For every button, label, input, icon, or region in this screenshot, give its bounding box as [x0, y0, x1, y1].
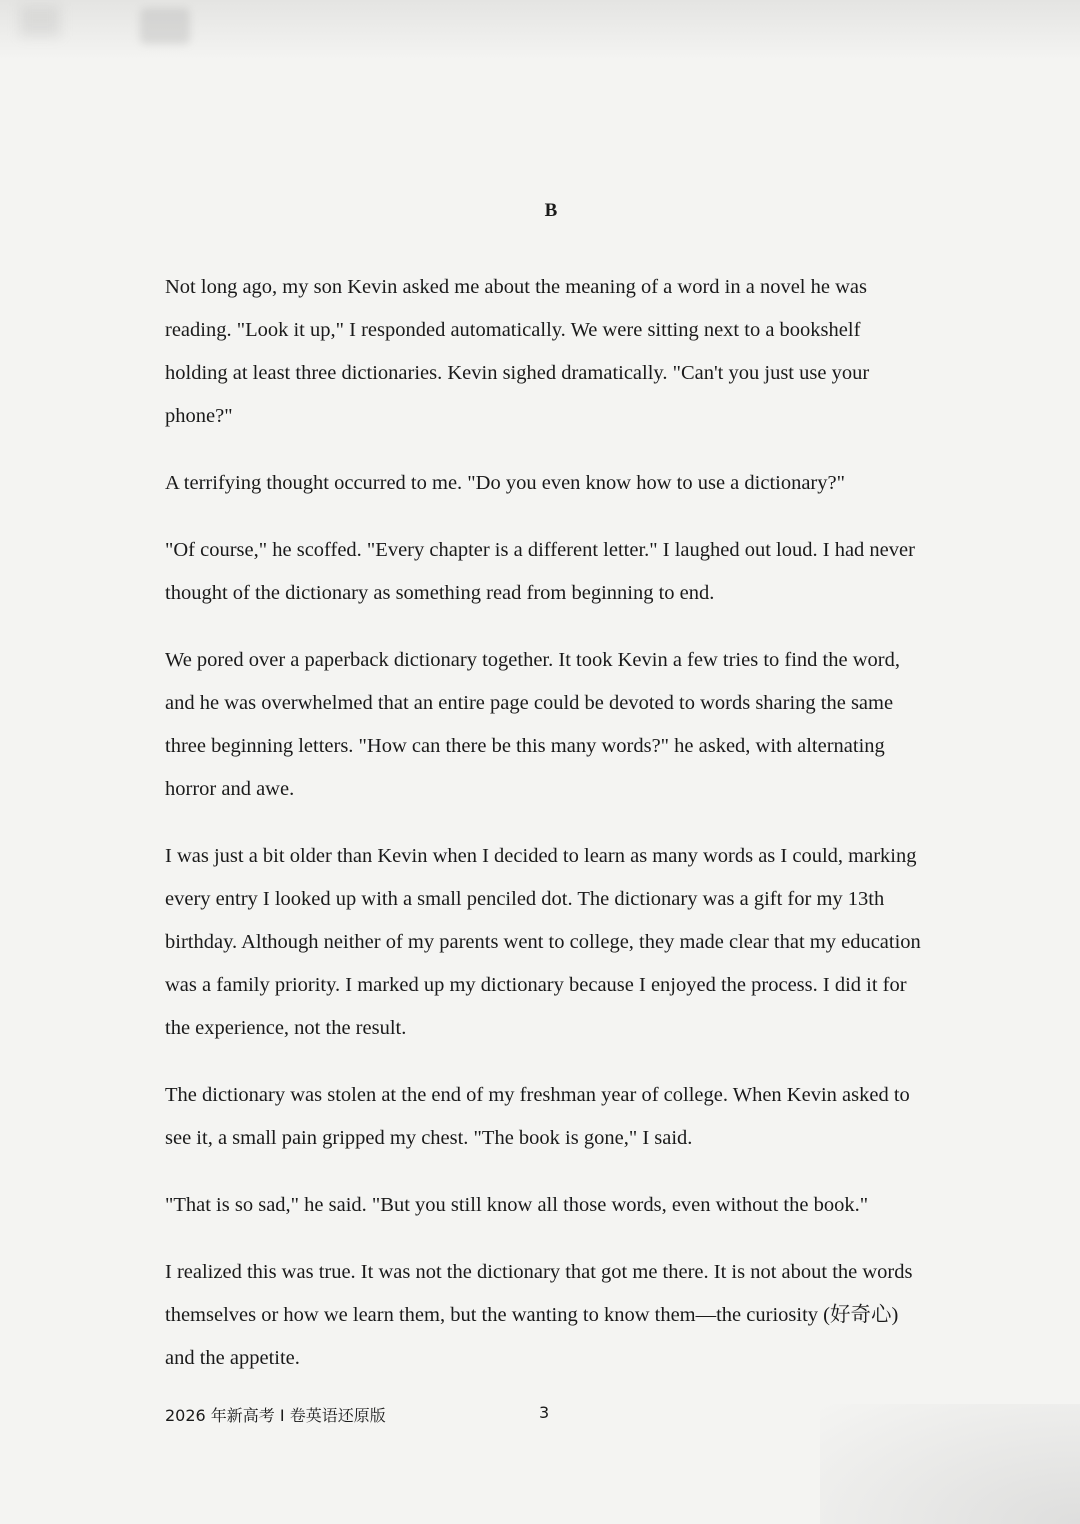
paragraph-5: I was just a bit older than Kevin when I decided to learn as many words as I could, marking every entry I looked up with a small penciled dot. The dictionary was a gift for my 13th birthday. Although neither of my parents went to college, they made clear that my education was a family priority. I marked up my dictionary because I enjoyed the process. I did it for the experience, not the result.	[165, 845, 921, 1039]
section-heading: B	[544, 200, 558, 221]
paragraph-4: We pored over a paperback dictionary together. It took Kevin a few tries to find the word, and he was overwhelmed that an entire page could be devoted to words sharing the same three beginning letters. "How can there be this many words?" he asked, with alternating horror and awe.	[165, 649, 900, 800]
scan-smudge-corner	[20, 6, 60, 36]
scan-shadow-bottom	[820, 1404, 1080, 1524]
page-number: 3	[539, 1403, 550, 1422]
paragraph-6: The dictionary was stolen at the end of my freshman year of college. When Kevin asked to see it, a small pain gripped my chest. "The book is gone," I said.	[165, 1084, 910, 1149]
paragraph-1: Not long ago, my son Kevin asked me about the meaning of a word in a novel he was reading. "Look it up," I responded automatically. We were sitting next to a bookshelf holding at least three dictionaries. Kevin sighed dramatically. "Can't you just use your phone?"	[165, 276, 870, 427]
reading-passage	[165, 200, 927, 1404]
paragraph-3: "Of course," he scoffed. "Every chapter is a different letter." I laughed out loud. I had never thought of the dictionary as something read from beginning to end.	[165, 539, 915, 604]
paragraph-7: "That is so sad," he said. "But you still know all those words, even without the book."	[165, 1194, 869, 1216]
paragraph-2: A terrifying thought occurred to me. "Do you even know how to use a dictionary?"	[165, 472, 845, 494]
exam-title: 2026 年新高考 I 卷英语还原版	[165, 1406, 386, 1425]
scan-smudge	[140, 8, 190, 44]
paragraph-8: I realized this was true. It was not the dictionary that got me there. It is not about the words themselves or how we learn them, but the wanting to know them—the curiosity (好奇心) and the appetite.	[165, 1261, 913, 1369]
